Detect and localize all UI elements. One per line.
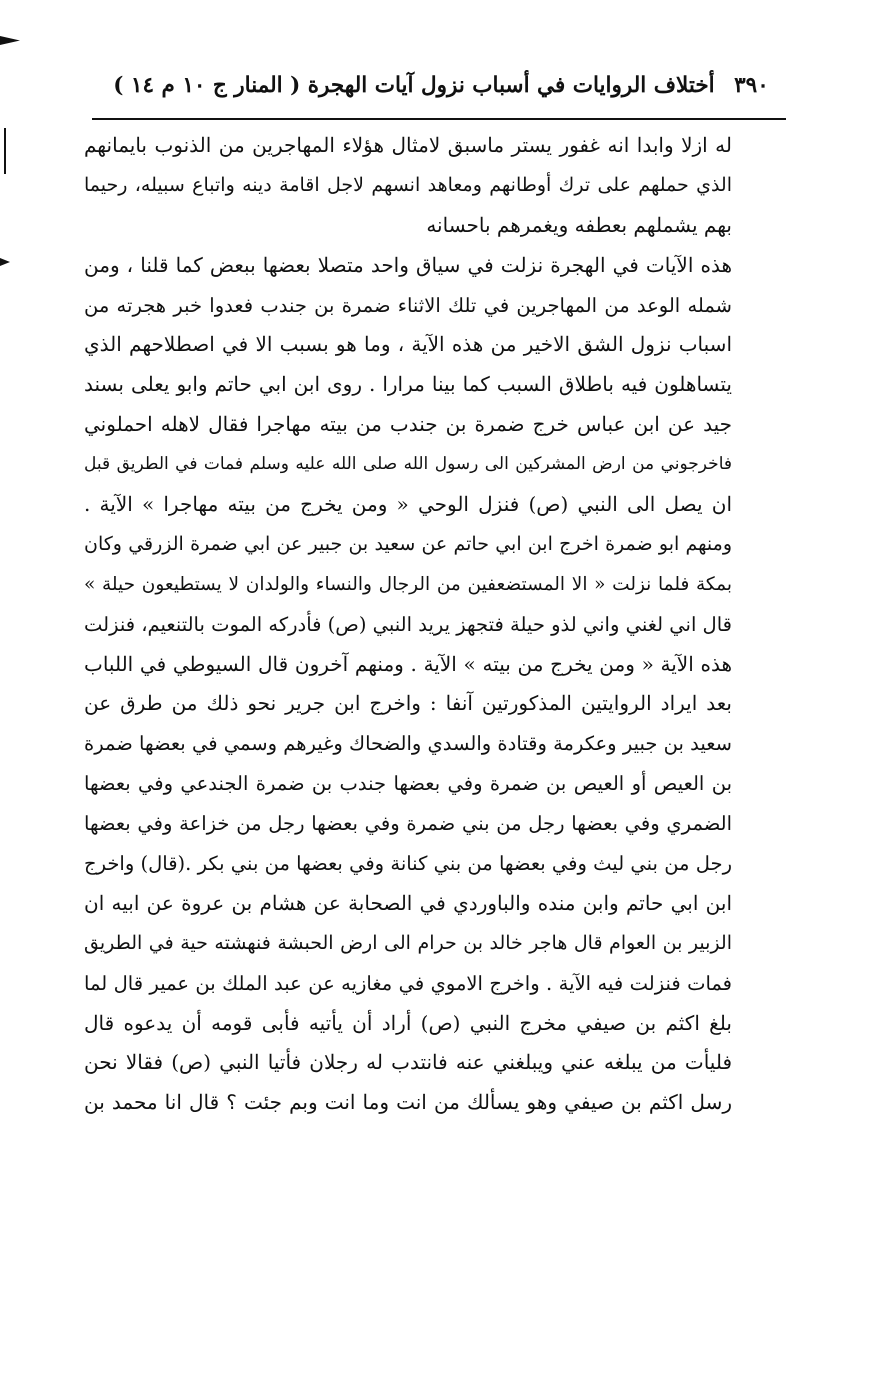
text-line: اسباب نزول الشق الاخير من هذه الآية ، وما هو بسبب الا في اصطلاحهم الذي [84, 332, 732, 357]
text-line: هذه الآية « ومن يخرج من بيته » الآية . ومنهم آخرون قال السيوطي في اللباب [84, 651, 732, 676]
text-line: له ازلا وابدا انه غفور يستر ماسبق لامثال هؤلاء المهاجرين من الذنوب بايمانهم [84, 133, 732, 157]
running-title: أختلاف الروايات في أسباب نزول آيات الهجرة ( المنار ج ١٠ م ١٤ ) [113, 73, 715, 98]
text-line: ان يصل الى النبي (ص) فنزل الوحي « ومن يخرج من بيته مهاجرا » الآية . [84, 492, 732, 517]
text-line: بن العيص أو العيص بن ضمرة وفي بعضها جندب بن ضمرة الجندعي وفي بعضها [84, 772, 732, 796]
text-line: يتساهلون فيه باطلاق السبب كما بينا مرارا . روى ابن ابي حاتم وابو يعلى بسند [84, 372, 732, 397]
text-line: بلغ اكثم بن صيفي مخرج النبي (ص) أراد أن يأتيه فأبى قومه أن يدعوه قال [84, 1010, 732, 1035]
scan-edge-mark [0, 36, 20, 45]
text-line: رجل من بني ليث وفي بعضها من بني كنانة وفي بعضها من بني بكر .(قال) واخرج [84, 852, 732, 876]
text-line: فمات فنزلت فيه الآية . واخرج الاموي في مغازيه عن عبد الملك بن عمير قال لما [84, 971, 732, 995]
text-line: ومنهم ابو ضمرة اخرج ابن ابي حاتم عن سعيد بن جبير عن ابي ضمرة الزرقي وكان [84, 532, 732, 555]
text-line: الذي حملهم على ترك أوطانهم ومعاهد انسهم لاجل اقامة دينه واتباع سبيله، رحيما [84, 173, 732, 196]
text-line: بمكة فلما نزلت « الا المستضعفين من الرجال والنساء والولدان لا يستطيعون حيلة » [84, 573, 732, 595]
text-line: فاخرجوني من ارض المشركين الى رسول الله صلى الله عليه وسلم فمات في الطريق قبل [84, 454, 732, 475]
text-line: فليأت من يبلغه عني ويبلغني عنه فانتدب له رجلان فأتيا النبي (ص) فقالا نحن [84, 1050, 732, 1075]
text-line: قال اني لغني واني لذو حيلة فتجهز يريد النبي (ص) فأدركه الموت بالتنعيم، فنزلت [84, 612, 732, 636]
scan-edge-bar [4, 128, 6, 174]
text-line: ابن ابي حاتم وابن منده والباوردي في الصحابة عن هشام بن عروة عن ابيه ان [84, 890, 732, 915]
text-line: جيد عن ابن عباس خرج ضمرة بن جندب من بيته مهاجرا فقال لاهله احملوني [84, 412, 732, 437]
scan-edge-mark [0, 258, 10, 266]
text-line: الضمري وفي بعضها رجل من بني ضمرة وفي بعضها رجل من خزاعة وفي بعضها [84, 812, 732, 836]
text-line: سعيد بن جبير وعكرمة وقتادة والسدي والضحاك وغيرهم وسمي في بعضها ضمرة [84, 732, 732, 756]
header-rule [92, 118, 786, 120]
text-line: رسل اكثم بن صيفي وهو يسألك من انت وما انت وبم جئت ؟ قال انا محمد بن [84, 1090, 732, 1115]
text-line: شمله الوعد من المهاجرين في تلك الاثناء ضمرة بن جندب فعدوا خبر هجرته من [84, 293, 732, 317]
text-line: بهم يشملهم بعطفه ويغمرهم باحسانه [426, 212, 732, 237]
text-line: بعد ايراد الروايتين المذكورتين آنفا : واخرج ابن جرير نحو ذلك من طرق عن [84, 691, 732, 716]
body-text [84, 126, 732, 1123]
running-header [108, 58, 774, 120]
page-number: ٣٩٠ [734, 73, 769, 98]
text-line: الزبير بن العوام قال هاجر خالد بن حرام الى ارض الحبشة فنهشته حية في الطريق [84, 931, 732, 954]
text-line: هذه الآيات في الهجرة نزلت في سياق واحد متصلا بعضها ببعض كما قلنا ، ومن [84, 252, 732, 277]
